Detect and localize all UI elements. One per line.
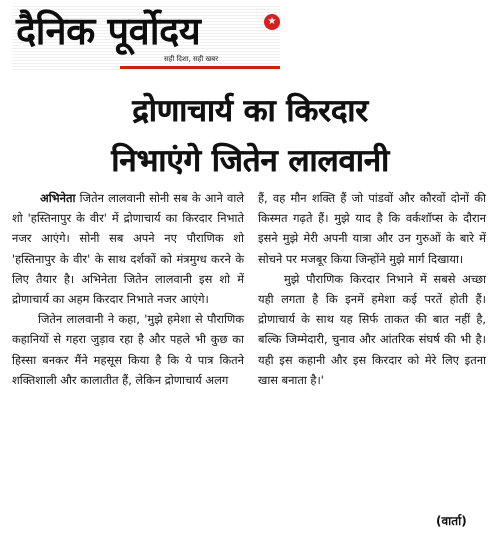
newspaper-logo-title: दैनिक पूर्वोदय: [16, 9, 201, 53]
headline-line-1: द्रोणाचार्य का किरदार: [132, 93, 368, 129]
masthead-tagline: सही दिशा, सही खबर: [164, 55, 219, 63]
article-column-right: [258, 188, 486, 390]
paragraph-text: जितेन लालवानी सोनी सब के आने वाले शो 'हस्तिनापुर के वीर' में द्रोणाचार्य का किरदार निभाते नजर आएंगे। सोनी सब अपने नए पौराणिक शो 'हस्तिनापुर के वीर' के साथ दर्शकों को मंत्रमुग्ध करने के लिए तैयार है। अभिनेता जितेन लालवानी इस शो में द्रोणाचार्य का अहम किरदार निभाते नजर आएंगे।: [12, 191, 244, 307]
article-paragraph: मुझे पौराणिक किरदार निभाने में सबसे अच्छा यही लगता है कि इनमें हमेशा कई परतें होती हैं। द्रोणाचार्य के साथ यह सिर्फ ताकत की बात नहीं है, बल्कि जिम्मेदारी, चुनाव और आंतरिक संघर्ष की भी है। यही इस कहानी और इस किरदार को मेरे लिए इतना खास बनाता है।': [258, 271, 486, 387]
article-paragraph: जितेन लालवानी ने कहा, 'मुझे हमेशा से पौराणिक कहानियों से गहरा जुड़ाव रहा है और पहले भी कुछ का हिस्सा बनकर मैंने महसूस किया है कि ये पात्र कितने शक्तिशाली और कालातीत हैं, लेकिन द्रोणाचार्य अलग: [12, 312, 244, 387]
star-icon: ★: [264, 14, 280, 30]
lead-word: अभिनेता: [40, 191, 76, 205]
masthead-red-rule: [120, 66, 280, 69]
headline-line-2: निभाएंगे जितेन लालवानी: [111, 143, 389, 179]
article-paragraph: [12, 188, 244, 309]
article-column-left: [12, 188, 244, 390]
article-headline: [40, 86, 460, 186]
news-agency-credit: (वार्ता): [436, 514, 467, 528]
masthead: [12, 6, 280, 70]
article-paragraph: हैं, वह मौन शक्ति हैं जो पांडवों और कौरवों दोनों की किस्मत गढ़ते हैं। मुझे याद है कि वर्कशॉप्स के दौरान इसने मुझे मेरी अपनी यात्रा और उन गुरुओं के बारे में सोचने पर मजबूर किया जिन्होंने मुझे मार्ग दिखाया।: [258, 191, 486, 266]
